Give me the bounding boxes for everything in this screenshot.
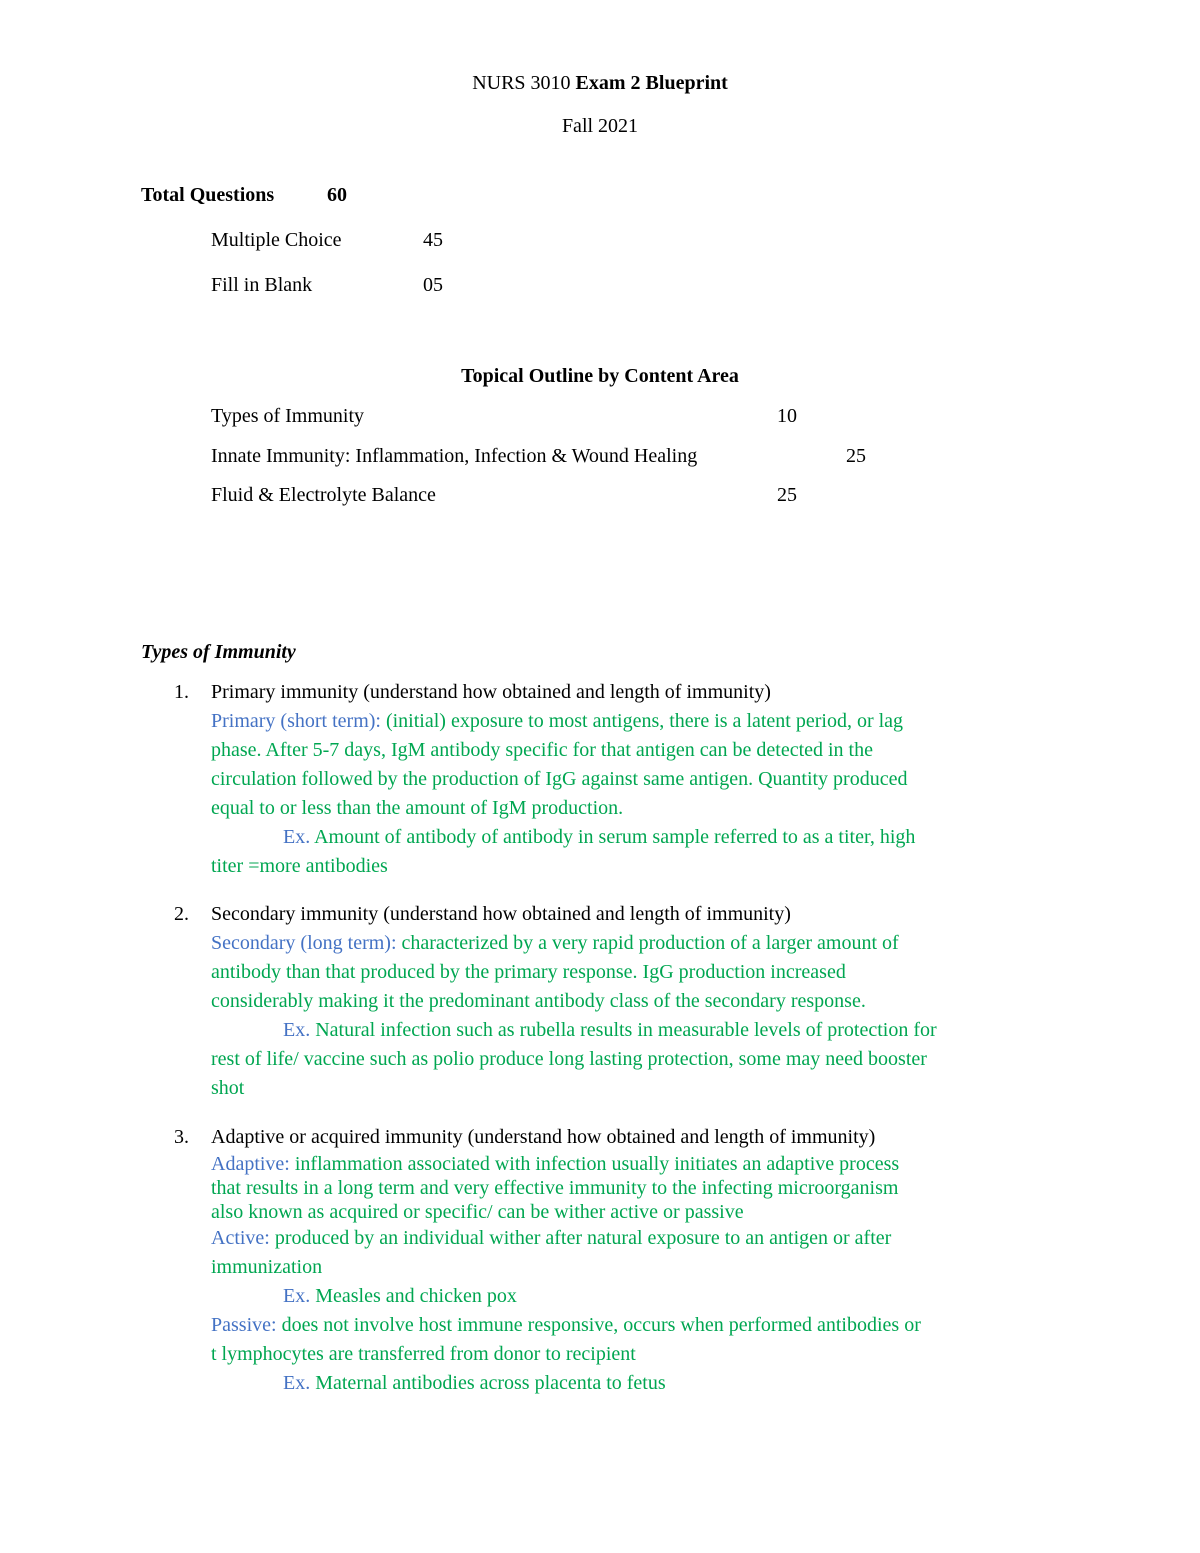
definition-text: t lymphocytes are transferred from donor to recipient: [211, 1343, 636, 1365]
list-item-number: 1.: [174, 681, 189, 703]
example-label: Ex.: [283, 1372, 311, 1394]
definition-text: characterized by a very rapid production of a larger amount of: [396, 932, 899, 954]
outline-row-label: Fluid & Electrolyte Balance: [211, 484, 436, 506]
example-text: Maternal antibodies across placenta to fetus: [310, 1372, 666, 1394]
example-text: titer =more antibodies: [211, 855, 388, 877]
exam-title: Exam 2 Blueprint: [575, 72, 728, 94]
fill-in-blank-value: 05: [423, 274, 443, 296]
definition-text: also known as acquired or specific/ can be wither active or passive: [211, 1201, 744, 1223]
term-label: Secondary (long term):: [211, 932, 397, 954]
list-item-title: Secondary immunity (understand how obtained and length of immunity): [211, 903, 791, 925]
list-item-body: [211, 900, 1066, 1103]
outline-row-value: 25: [846, 445, 866, 467]
outline-heading: Topical Outline by Content Area: [461, 365, 739, 387]
definition-text: circulation followed by the production of IgG against same antigen. Quantity produced: [211, 768, 908, 790]
definition-text: inflammation associated with infection usually initiates an adaptive process: [289, 1153, 900, 1175]
fill-in-blank-label: Fill in Blank: [211, 274, 313, 296]
example-text: Amount of antibody of antibody in serum sample referred to as a titer, high: [310, 826, 916, 848]
outline-row-label: Innate Immunity: Inflammation, Infection & Wound Healing: [211, 445, 698, 467]
term-label: Passive:: [211, 1314, 277, 1336]
definition-text: considerably making it the predominant antibody class of the secondary response.: [211, 990, 866, 1012]
multiple-choice-label: Multiple Choice: [211, 229, 342, 251]
total-questions-value: 60: [327, 184, 347, 206]
example-label: Ex.: [283, 826, 311, 848]
example-text: Natural infection such as rubella results in measurable levels of protection for: [310, 1019, 937, 1041]
definition-text: phase. After 5-7 days, IgM antibody specific for that antigen can be detected in the: [211, 739, 873, 761]
list-item-body: [211, 678, 1066, 881]
example-text: shot: [211, 1077, 245, 1099]
term-label: Fall 2021: [561, 115, 639, 137]
section-heading: Types of Immunity: [141, 641, 296, 663]
outline-row-label: Types of Immunity: [211, 405, 365, 427]
multiple-choice-value: 45: [423, 229, 443, 251]
example-label: Ex.: [283, 1285, 311, 1307]
example-text: Measles and chicken pox: [310, 1285, 517, 1307]
outline-row-value: 25: [777, 484, 797, 506]
list-item-body: [211, 1123, 1066, 1398]
document-title: [0, 72, 1200, 95]
definition-text: that results in a long term and very effective immunity to the infecting microorganism: [211, 1177, 899, 1199]
definition-text: does not involve host immune responsive, occurs when performed antibodies or: [276, 1314, 921, 1336]
definition-text: equal to or less than the amount of IgM production.: [211, 797, 624, 819]
list-item-number: 2.: [174, 903, 189, 925]
term-label: Active:: [211, 1227, 270, 1249]
definition-text: immunization: [211, 1256, 323, 1278]
list-item-number: 3.: [174, 1126, 189, 1148]
outline-row-value: 10: [777, 405, 797, 427]
definition-text: antibody than that produced by the primary response. IgG production increased: [211, 961, 846, 983]
term-label: Adaptive:: [211, 1153, 290, 1175]
example-text: rest of life/ vaccine such as polio produce long lasting protection, some may need booster: [211, 1048, 927, 1070]
example-label: Ex.: [283, 1019, 311, 1041]
list-item-title: Adaptive or acquired immunity (understand how obtained and length of immunity): [211, 1126, 876, 1148]
definition-text: produced by an individual wither after natural exposure to an antigen or after: [269, 1227, 892, 1249]
term-label: Primary (short term):: [211, 710, 381, 732]
course-code: NURS 3010: [472, 72, 571, 94]
list-item-title: Primary immunity (understand how obtained and length of immunity): [211, 681, 771, 703]
total-questions-label: Total Questions: [141, 184, 275, 206]
definition-text: (initial) exposure to most antigens, there is a latent period, or lag: [380, 710, 904, 732]
